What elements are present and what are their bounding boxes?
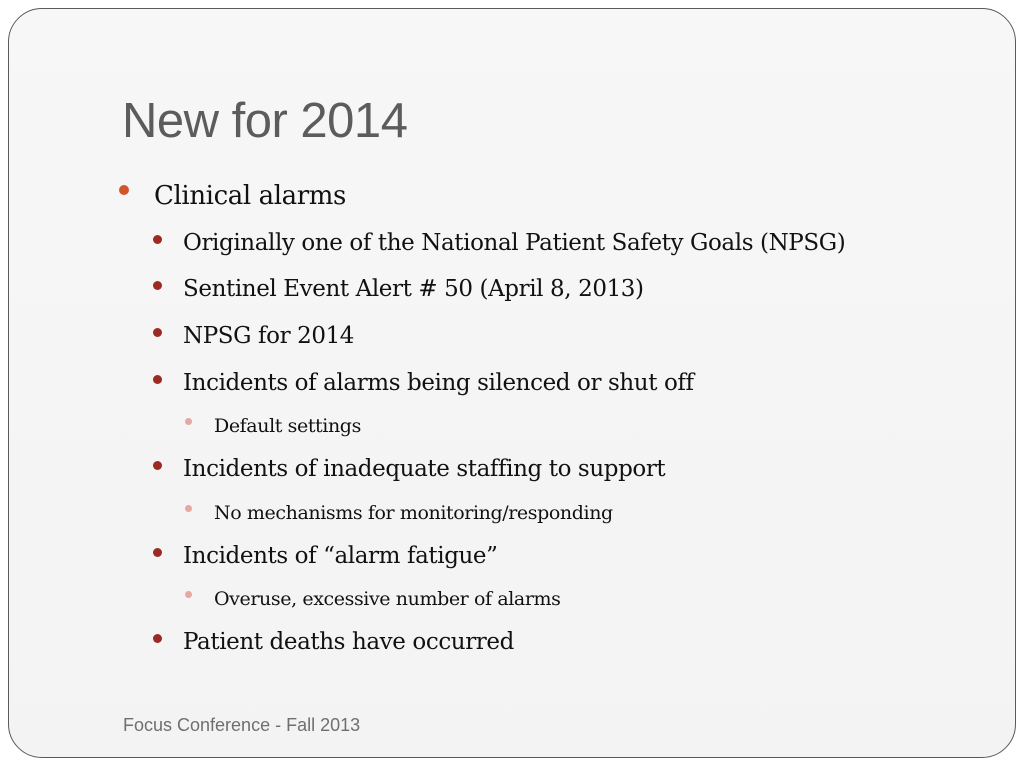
- bullet-text-level2: Patient deaths have occurred: [183, 629, 514, 655]
- bullet-text-level2: Incidents of “alarm fatigue”: [183, 543, 498, 569]
- bullet-dot: [153, 281, 162, 290]
- slide: [8, 8, 1016, 758]
- bullet-text-level2: NPSG for 2014: [183, 323, 355, 349]
- slide-footer: Focus Conference - Fall 2013: [123, 715, 361, 735]
- bullet-text-level2: Originally one of the National Patient Safety Goals (NPSG): [183, 230, 846, 256]
- bullet-text-level2: Sentinel Event Alert # 50 (April 8, 2013): [183, 276, 644, 302]
- slide-title: New for 2014: [122, 94, 408, 148]
- bullet-dot: [153, 548, 162, 557]
- bullet-text-level2: Incidents of inadequate staffing to support: [183, 456, 666, 482]
- bullet-text-level3: Overuse, excessive number of alarms: [214, 588, 561, 610]
- bullet-dot: [153, 375, 162, 384]
- bullet-text-level3: No mechanisms for monitoring/responding: [214, 502, 613, 524]
- bullet-dot: [153, 328, 162, 337]
- bullet-dot: [185, 418, 192, 425]
- bullet-dot: [153, 461, 162, 470]
- bullet-dot: [153, 634, 162, 643]
- bullet-dot: [119, 185, 129, 195]
- bullet-dot: [185, 505, 192, 512]
- bullet-dot: [185, 591, 192, 598]
- bullet-text-level3: Default settings: [214, 415, 361, 437]
- bullet-text-level1: Clinical alarms: [154, 181, 346, 211]
- bullet-text-level2: Incidents of alarms being silenced or shut off: [183, 370, 694, 396]
- bullet-dot: [153, 235, 162, 244]
